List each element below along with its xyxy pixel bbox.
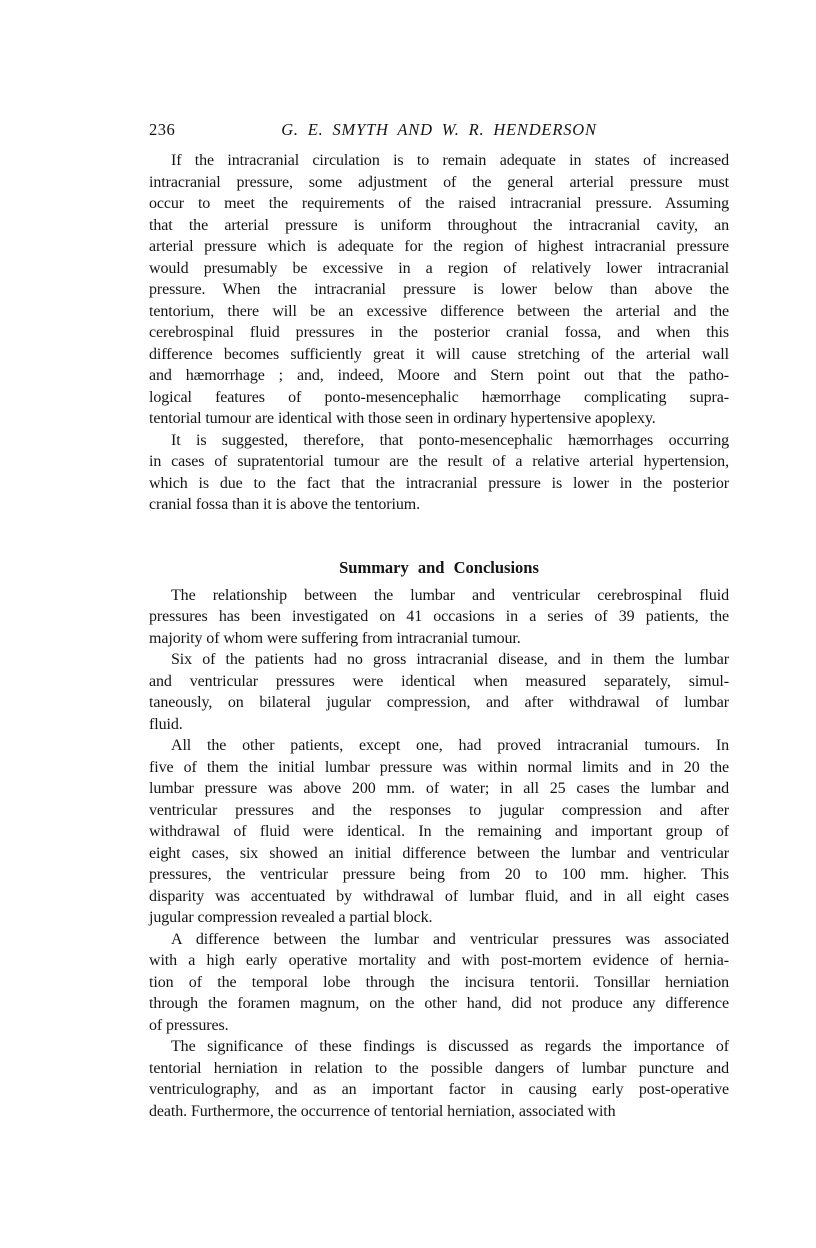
text-line: cranial fossa than it is above the tentorium. xyxy=(149,496,420,513)
text-line: and hæmorrhage ; and, indeed, Moore and Stern point out that the patho- xyxy=(149,367,729,384)
text-line: pressures has been investigated on 41 occasions in a series of 39 patients, the xyxy=(149,608,729,625)
text-line: and ventricular pressures were identical when measured separately, simul- xyxy=(149,672,729,690)
text-line: fluid. xyxy=(149,715,183,733)
text-line: ventricular pressures and the responses to jugular compression and after xyxy=(149,801,729,819)
text-line: difference becomes sufficiently great it will cause stretching of the arterial wall xyxy=(149,345,729,363)
text-line: pressure. When the intracranial pressure is lower below than above the xyxy=(149,281,729,298)
text-line: majority of whom were suffering from intracranial tumour. xyxy=(149,629,521,647)
paragraph xyxy=(149,929,729,1037)
text-line: tentorial herniation in relation to the possible dangers of lumbar puncture and xyxy=(149,1059,729,1077)
text-line: that the arterial pressure is uniform throughout the intracranial cavity, an xyxy=(149,216,729,234)
text-line: If the intracranial circulation is to remain adequate in states of increased xyxy=(171,152,729,169)
paragraph xyxy=(149,585,729,650)
paragraph xyxy=(149,735,729,929)
text-line: with a high early operative mortality and with post-mortem evidence of hernia- xyxy=(149,952,729,969)
text-line: which is due to the fact that the intracranial pressure is lower in the posterior xyxy=(149,474,729,492)
text-line: cerebrospinal fluid pressures in the posterior cranial fossa, and when this xyxy=(149,324,729,341)
text-line: All the other patients, except one, had proved intracranial tumours. In xyxy=(171,737,729,754)
text-line: tentorium, there will be an excessive difference between the arterial and the xyxy=(149,302,729,320)
text-line: lumbar pressure was above 200 mm. of water; in all 25 cases the lumbar and xyxy=(149,780,729,797)
text-line: of pressures. xyxy=(149,1016,229,1034)
text-line: taneously, on bilateral jugular compression, and after withdrawal of lumbar xyxy=(149,694,729,711)
running-title: G. E. SMYTH AND W. R. HENDERSON xyxy=(281,120,597,139)
text-line: It is suggested, therefore, that ponto-mesencephalic hæmorrhages occurring xyxy=(171,431,729,449)
text-block xyxy=(149,119,729,1122)
text-line: through the foramen magnum, on the other hand, did not produce any difference xyxy=(149,995,729,1012)
text-line: tion of the temporal lobe through the incisura tentorii. Tonsillar herniation xyxy=(149,973,729,991)
paragraph xyxy=(149,150,729,430)
text-line: arterial pressure which is adequate for the region of highest intracranial pressure xyxy=(149,238,729,255)
text-line: Six of the patients had no gross intracranial disease, and in them the lumbar xyxy=(171,651,729,668)
section-heading: Summary and Conclusions xyxy=(339,557,539,577)
text-line: death. Furthermore, the occurrence of tentorial herniation, associated with xyxy=(149,1102,616,1120)
summary-paragraphs xyxy=(149,585,729,1123)
text-line: in cases of supratentorial tumour are the result of a relative arterial hypertension, xyxy=(149,453,729,470)
text-line: intracranial pressure, some adjustment of the general arterial pressure must xyxy=(149,173,729,191)
text-line: The significance of these findings is discussed as regards the importance of xyxy=(171,1038,729,1055)
text-line: The relationship between the lumbar and ventricular cerebrospinal fluid xyxy=(171,586,729,604)
text-line: ventriculography, and as an important factor in causing early post-operative xyxy=(149,1081,729,1098)
page-header xyxy=(149,119,729,140)
text-line: logical features of ponto-mesencephalic hæmorrhage complicating supra- xyxy=(149,388,729,406)
text-line: tentorial tumour are identical with those seen in ordinary hypertensive apoplexy. xyxy=(149,410,656,427)
text-line: eight cases, six showed an initial difference between the lumbar and ventricular xyxy=(149,844,729,862)
paragraph xyxy=(149,649,729,735)
intro-paragraphs xyxy=(149,150,729,516)
text-line: occur to meet the requirements of the raised intracranial pressure. Assuming xyxy=(149,195,729,212)
text-line: pressures, the ventricular pressure being from 20 to 100 mm. higher. This xyxy=(149,866,729,883)
text-line: A difference between the lumbar and ventricular pressures was associated xyxy=(171,930,729,948)
text-line: jugular compression revealed a partial block. xyxy=(149,909,433,926)
paragraph xyxy=(149,1036,729,1122)
paragraph xyxy=(149,430,729,516)
text-line: five of them the initial lumbar pressure was within normal limits and in 20 the xyxy=(149,758,729,776)
text-line: would presumably be excessive in a region of relatively lower intracranial xyxy=(149,259,729,277)
text-line: withdrawal of fluid were identical. In the remaining and important group of xyxy=(149,823,729,840)
text-line: disparity was accentuated by withdrawal of lumbar fluid, and in all eight cases xyxy=(149,887,729,905)
page-number: 236 xyxy=(149,120,176,139)
